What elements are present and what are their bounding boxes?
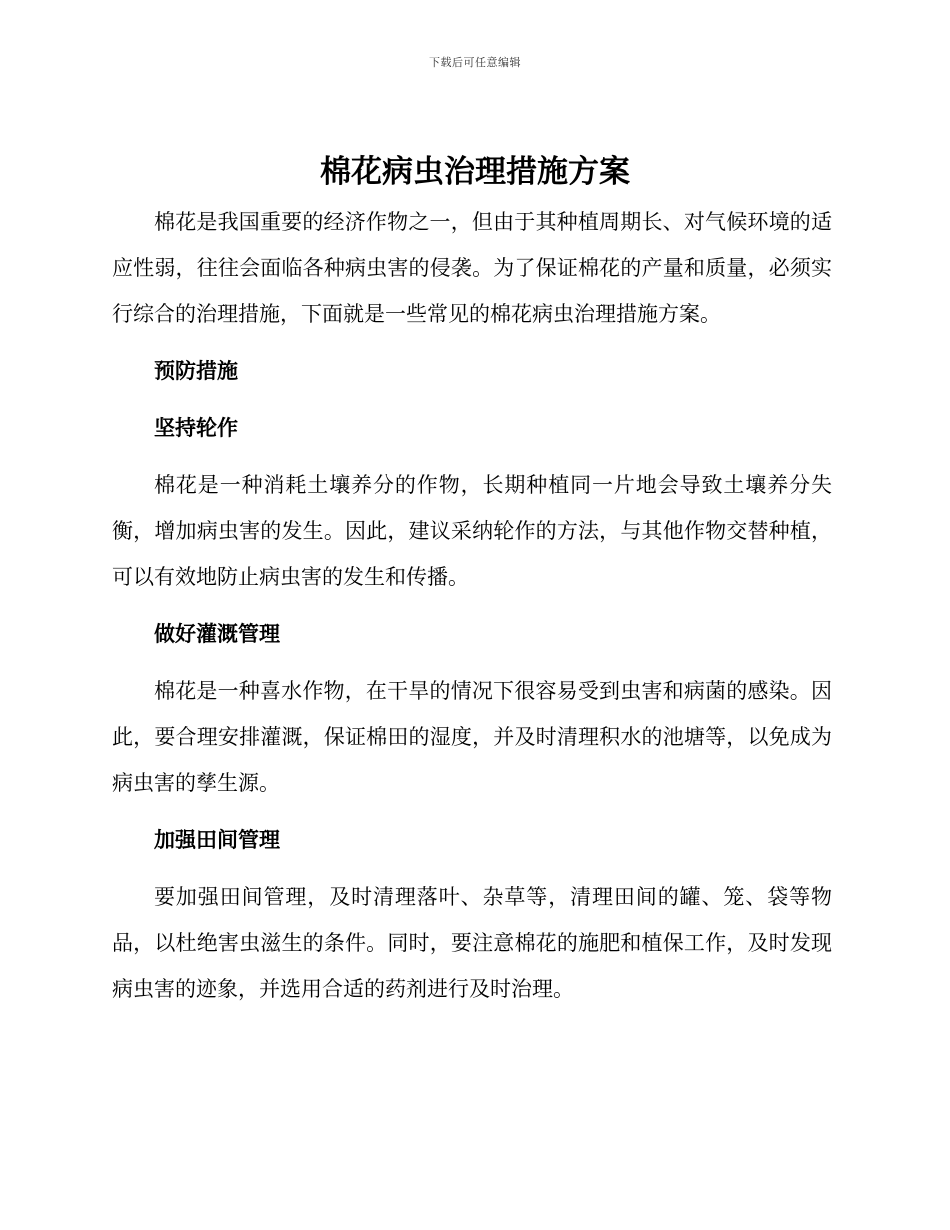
paragraph-crop-rotation: 棉花是一种消耗土壤养分的作物，长期种植同一片地会导致土壤养分失衡，增加病虫害的发生。因此，建议采纳轮作的方法，与其他作物交替种植，可以有效地防止病虫害的发生和传播。	[112, 473, 832, 589]
document-content	[112, 199, 832, 1012]
subsection-heading-crop-rotation: 坚持轮作	[154, 416, 238, 440]
paragraph-irrigation: 棉花是一种喜水作物，在干旱的情况下很容易受到虫害和病菌的感染。因此，要合理安排灌溉，保证棉田的湿度，并及时清理积水的池塘等，以免成为病虫害的孳生源。	[112, 679, 832, 795]
header-note: 下载后可任意编辑	[429, 56, 521, 69]
section-heading-prevention: 预防措施	[154, 359, 238, 383]
intro-paragraph: 棉花是我国重要的经济作物之一，但由于其种植周期长、对气候环境的适应性弱，往往会面临各种病虫害的侵袭。为了保证棉花的产量和质量，必须实行综合的治理措施，下面就是一些常见的棉花病虫治理措施方案。	[112, 210, 832, 326]
subsection-heading-field-management: 加强田间管理	[154, 828, 280, 852]
subsection-heading-irrigation: 做好灌溉管理	[154, 622, 280, 646]
paragraph-field-management: 要加强田间管理，及时清理落叶、杂草等，清理田间的罐、笼、袋等物品，以杜绝害虫滋生的条件。同时，要注意棉花的施肥和植保工作，及时发现病虫害的迹象，并选用合适的药剂进行及时治理。	[112, 885, 832, 1001]
document-title: 棉花病虫治理措施方案	[320, 154, 630, 190]
